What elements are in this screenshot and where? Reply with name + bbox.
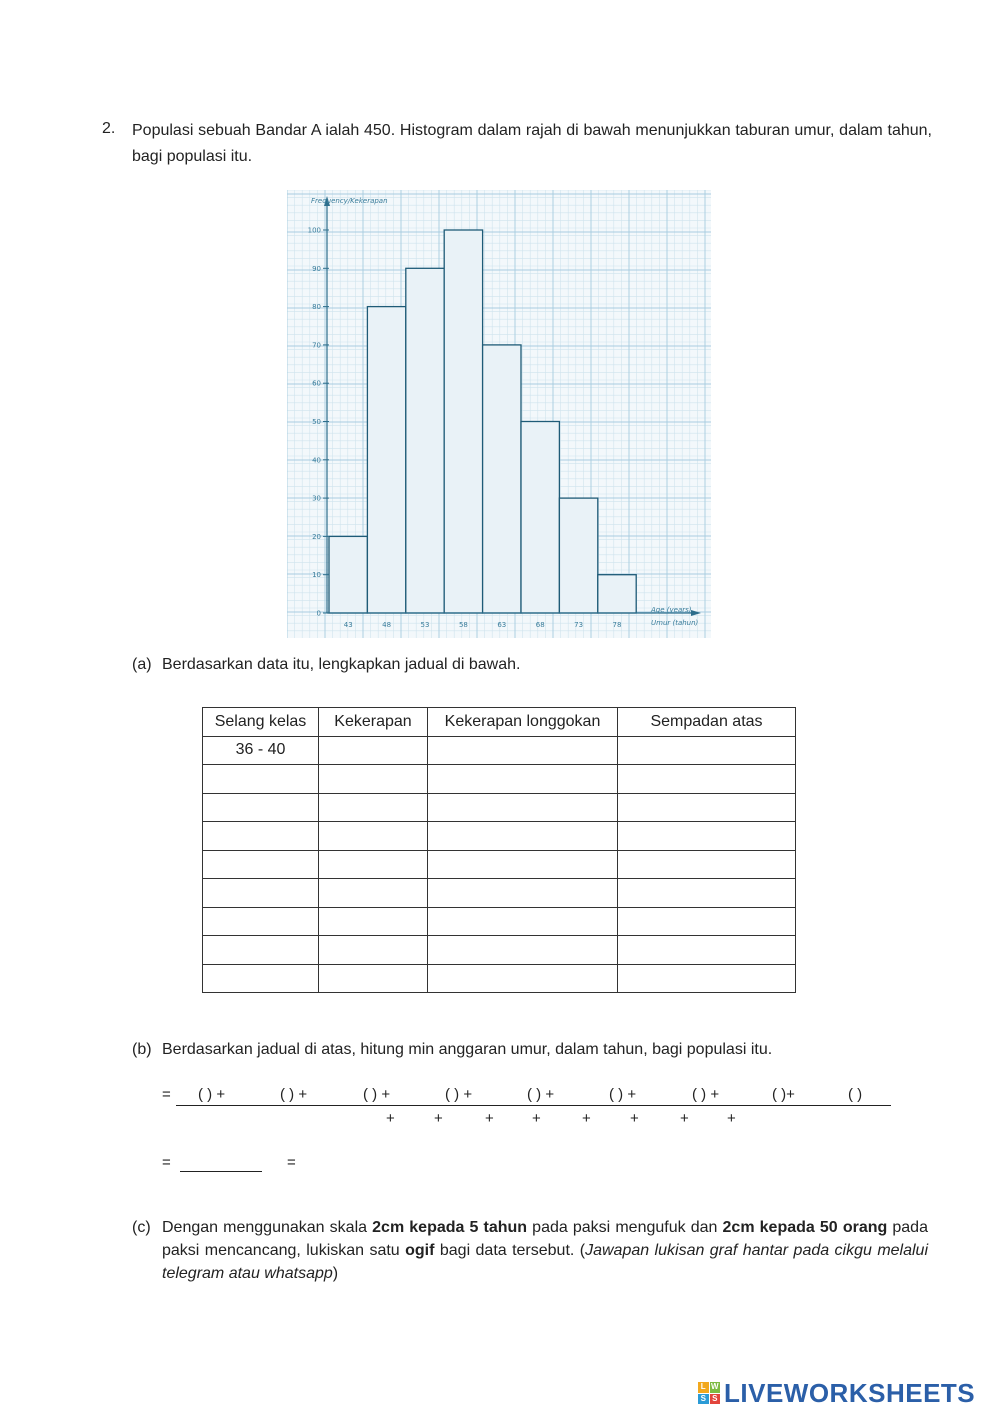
part-c-label: (c): [132, 1219, 151, 1236]
x-axis-label-malay: Umur (tahun): [651, 619, 699, 627]
part-c-italic-note: Jawapan lukisan graf hantar pada cikgu melalui telegram atau whatsapp: [162, 1242, 928, 1282]
table-cell[interactable]: [319, 850, 428, 879]
logo-tile: L: [698, 1382, 709, 1393]
histogram-bar: [483, 345, 521, 613]
y-tick-label: 10: [312, 571, 321, 580]
liveworksheets-brand: [698, 1378, 975, 1408]
numerator-slot[interactable]: ( ) +: [692, 1086, 720, 1103]
table-cell[interactable]: [319, 879, 428, 908]
table-row: [203, 936, 796, 965]
x-tick-label: 53: [420, 621, 430, 629]
part-c-text-1: Dengan menggunakan skala: [162, 1219, 373, 1236]
question-intro: Populasi sebuah Bandar A ialah 450. Histogram dalam rajah di bawah menunjukkan taburan umur, dalam tahun, bagi populasi itu.: [132, 122, 932, 165]
logo-tile: S: [698, 1394, 709, 1405]
y-tick-label: 80: [312, 303, 321, 312]
table-cell[interactable]: [319, 736, 428, 765]
fraction-bar: [176, 1105, 891, 1106]
table-body: [203, 736, 796, 993]
mean-formula-denominator: [0, 1110, 1000, 1130]
part-c: [132, 1216, 932, 1282]
table-row: [203, 765, 796, 794]
numerator-slot[interactable]: ( ) +: [363, 1086, 391, 1103]
histogram-bar: [444, 230, 482, 613]
table-cell[interactable]: [618, 822, 796, 851]
y-tick-label: 20: [312, 532, 321, 541]
header-class-interval: Selang kelas: [203, 708, 319, 737]
numerator-slot[interactable]: ( ) +: [280, 1086, 308, 1103]
numerator-slot[interactable]: ( ) +: [445, 1086, 473, 1103]
denominator-plus-sign: +: [630, 1110, 639, 1127]
denominator-plus-sign: +: [680, 1110, 689, 1127]
table-row: [203, 850, 796, 879]
logo-tile: S: [710, 1394, 721, 1405]
table-cell[interactable]: [203, 822, 319, 851]
y-tick-label: 90: [312, 264, 321, 273]
table-cell[interactable]: [319, 964, 428, 993]
y-axis-label: Frequency/Kekerapan: [311, 197, 388, 205]
table-cell[interactable]: [428, 936, 618, 965]
table-cell[interactable]: [428, 907, 618, 936]
x-tick-label: 73: [574, 621, 584, 629]
question-number: 2.: [102, 120, 116, 137]
table-cell[interactable]: [428, 850, 618, 879]
histogram-chart: [287, 190, 711, 638]
histogram-bar: [367, 307, 405, 613]
x-axis-label: Age (years): [651, 606, 692, 614]
x-tick-label: 48: [382, 621, 392, 629]
denominator-plus-sign: +: [434, 1110, 443, 1127]
part-b-text: Berdasarkan jadual di atas, hitung min anggaran umur, dalam tahun, bagi populasi itu.: [162, 1041, 773, 1058]
header-frequency: Kekerapan: [319, 708, 428, 737]
table-row: [203, 879, 796, 908]
table-cell[interactable]: [428, 736, 618, 765]
table-cell[interactable]: [428, 822, 618, 851]
numerator-slot[interactable]: ( )+: [772, 1086, 795, 1103]
frequency-table: [202, 707, 796, 993]
part-c-bold-2: 2cm kepada 50 orang: [722, 1219, 888, 1236]
table-cell[interactable]: [618, 765, 796, 794]
denominator-plus-sign: +: [532, 1110, 541, 1127]
answer-blank[interactable]: [180, 1171, 262, 1172]
table-cell[interactable]: [428, 879, 618, 908]
table-cell[interactable]: [618, 964, 796, 993]
x-tick-label: 78: [612, 621, 622, 629]
header-upper-boundary: Sempadan atas: [618, 708, 796, 737]
y-tick-label: 40: [312, 456, 321, 465]
histogram-bar: [521, 422, 559, 614]
table-cell[interactable]: [618, 879, 796, 908]
table-cell[interactable]: [428, 765, 618, 794]
table-cell[interactable]: [618, 936, 796, 965]
x-tick-label: 63: [497, 621, 507, 629]
table-row: [203, 907, 796, 936]
table-cell[interactable]: [203, 879, 319, 908]
table-row: [203, 793, 796, 822]
table-cell[interactable]: [203, 907, 319, 936]
table-cell[interactable]: 36 - 40: [203, 736, 319, 765]
table-cell[interactable]: [319, 907, 428, 936]
numerator-slot[interactable]: ( ) +: [527, 1086, 555, 1103]
part-c-bold-3: ogif: [405, 1242, 435, 1259]
y-tick-label: 70: [312, 341, 321, 350]
part-c-text: [162, 1216, 928, 1285]
table-cell[interactable]: [428, 793, 618, 822]
header-cumulative-frequency: Kekerapan longgokan: [428, 708, 618, 737]
part-c-text-3: pada paksi mencancang, lukiskan satu: [162, 1219, 928, 1259]
table-cell[interactable]: [203, 936, 319, 965]
second-equals-sign: =: [287, 1154, 296, 1171]
table-cell[interactable]: [618, 736, 796, 765]
denominator-plus-sign: +: [485, 1110, 494, 1127]
denominator-plus-sign: +: [582, 1110, 591, 1127]
part-a: [132, 656, 520, 674]
table-cell[interactable]: [319, 793, 428, 822]
table-cell[interactable]: [203, 850, 319, 879]
x-tick-label: 68: [535, 621, 545, 629]
mean-result-line: [162, 1154, 362, 1176]
table-cell[interactable]: [618, 793, 796, 822]
histogram-figure: [287, 190, 711, 638]
brand-name: LIVEWORKSHEETS: [724, 1377, 976, 1408]
part-a-text: Berdasarkan data itu, lengkapkan jadual di bawah.: [162, 656, 521, 673]
part-b: [132, 1041, 772, 1059]
histogram-bar: [329, 536, 367, 613]
table-row: [203, 736, 796, 765]
liveworksheets-logo-icon: [698, 1382, 720, 1404]
table-cell[interactable]: [319, 936, 428, 965]
denominator-plus-sign: +: [727, 1110, 736, 1127]
part-c-text-5: ): [332, 1265, 339, 1282]
table-row: [203, 964, 796, 993]
part-b-label: (b): [132, 1041, 152, 1058]
mean-formula-numerator: [162, 1086, 892, 1108]
numerator-slot[interactable]: ( ): [848, 1086, 863, 1103]
part-c-text-4: bagi data tersebut. (: [434, 1242, 586, 1259]
numerator-slot[interactable]: ( ) +: [198, 1086, 226, 1103]
table-row: [203, 822, 796, 851]
table-cell[interactable]: [618, 907, 796, 936]
y-tick-label: 0: [316, 609, 321, 618]
table-cell[interactable]: [203, 793, 319, 822]
result-equals-sign: =: [162, 1154, 171, 1171]
table-cell[interactable]: [203, 765, 319, 794]
y-tick-label: 100: [307, 226, 321, 235]
numerator-slot[interactable]: ( ) +: [609, 1086, 637, 1103]
histogram-bar: [559, 498, 597, 613]
x-tick-label: 58: [458, 621, 468, 629]
y-tick-label: 60: [312, 379, 321, 388]
table-cell[interactable]: [428, 964, 618, 993]
part-c-text-2: pada paksi mengufuk dan: [527, 1219, 723, 1236]
part-c-bold-1: 2cm kepada 5 tahun: [372, 1219, 528, 1236]
table-cell[interactable]: [319, 822, 428, 851]
table-cell[interactable]: [203, 964, 319, 993]
histogram-bar: [406, 268, 444, 613]
logo-tile: W: [710, 1382, 719, 1391]
y-tick-label: 50: [312, 418, 321, 426]
denominator-plus-sign: +: [386, 1110, 395, 1127]
x-axis-arrow: [691, 610, 701, 616]
part-a-label: (a): [132, 656, 152, 673]
table-header-row: [203, 708, 796, 737]
table-cell[interactable]: [618, 850, 796, 879]
equals-sign: =: [162, 1086, 171, 1103]
x-tick-label: 43: [343, 621, 353, 629]
histogram-bar: [598, 575, 636, 613]
y-tick-label: 30: [312, 494, 321, 503]
table-cell[interactable]: [319, 765, 428, 794]
